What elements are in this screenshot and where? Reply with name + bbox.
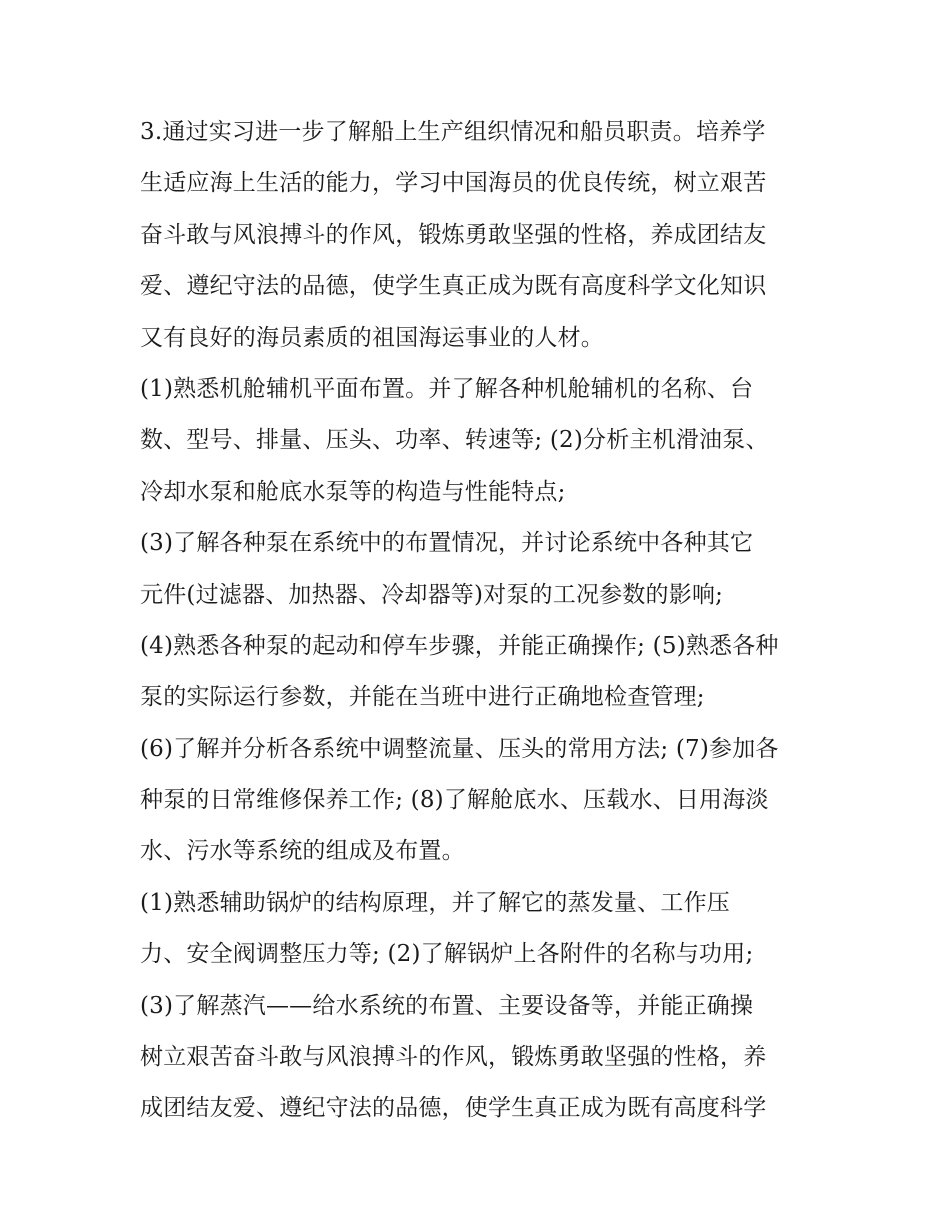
text-line-18: (3)了解蒸汽——给水系统的布置、主要设备等，并能正确操	[140, 992, 754, 1019]
text-line-8: 冷却水泵和舱底水泵等的构造与性能特点;	[140, 478, 566, 505]
text-line-14: 种泵的日常维修保养工作; (8)了解舱底水、压载水、日用海淡	[140, 787, 769, 814]
text-line-10: 元件(过滤器、加热器、冷却器等)对泵的工况参数的影响;	[140, 581, 724, 608]
text-line-13: (6)了解并分析各系统中调整流量、压头的常用方法; (7)参加各	[140, 735, 779, 762]
text-line-4: 爱、遵纪守法的品德，使学生真正成为既有高度科学文化知识	[140, 273, 767, 300]
text-line-20: 成团结友爱、遵纪守法的品德，使学生真正成为既有高度科学	[140, 1095, 767, 1122]
text-line-1: 3.通过实习进一步了解船上生产组织情况和船员职责。培养学	[140, 119, 766, 145]
text-line-12: 泵的实际运行参数，并能在当班中进行正确地检查管理;	[140, 684, 705, 711]
text-line-3: 奋斗敢与风浪搏斗的作风，锻炼勇敢坚强的性格，养成团结友	[140, 221, 767, 248]
text-line-16: (1)熟悉辅助锅炉的结构原理，并了解它的蒸发量、工作压	[140, 889, 730, 916]
text-line-19: 树立艰苦奋斗敢与风浪搏斗的作风，锻炼勇敢坚强的性格，养	[140, 1044, 767, 1071]
text-line-17: 力、安全阀调整压力等; (2)了解锅炉上各附件的名称与功用;	[140, 941, 754, 968]
body-text	[140, 107, 830, 1135]
text-line-9: (3)了解各种泵在系统中的布置情况，并讨论系统中各种其它	[140, 530, 754, 557]
text-line-6: (1)熟悉机舱辅机平面布置。并了解各种机舱辅机的名称、台	[140, 375, 754, 402]
text-line-2: 生适应海上生活的能力，学习中国海员的优良传统，树立艰苦	[140, 170, 767, 197]
text-line-15: 水、污水等系统的组成及布置。	[140, 838, 465, 865]
text-line-5: 又有良好的海员素质的祖国海运事业的人材。	[140, 324, 604, 351]
text-line-11: (4)熟悉各种泵的起动和停车步骤，并能正确操作; (5)熟悉各种	[140, 632, 779, 659]
text-line-7: 数、型号、排量、压头、功率、转速等; (2)分析主机滑油泵、	[140, 427, 769, 454]
